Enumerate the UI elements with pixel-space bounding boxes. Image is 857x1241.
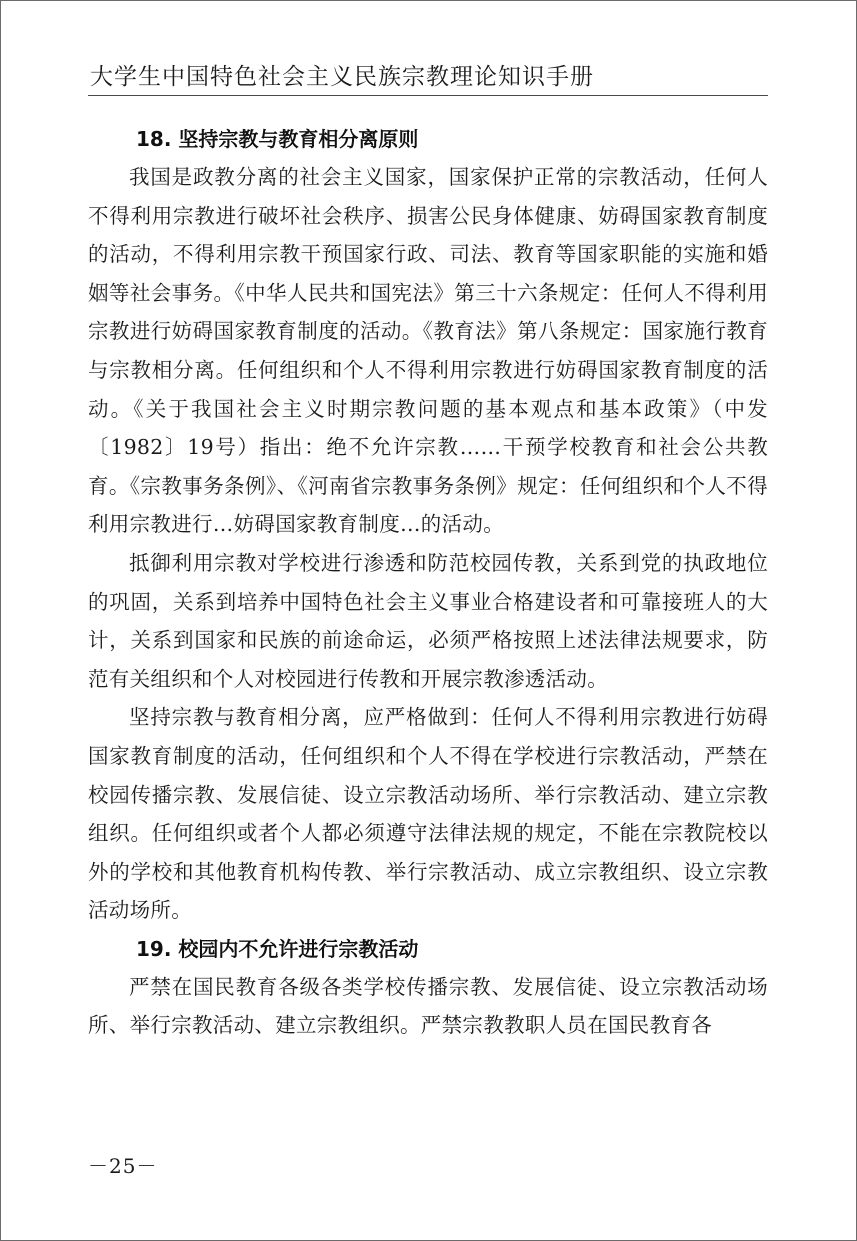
- paragraph-strict-requirements: 坚持宗教与教育相分离，应严格做到：任何人不得利用宗教进行妨碍国家教育制度的活动，任何组织和个人不得在学校进行宗教活动，严禁在校园传播宗教、发展信徒、设立宗教活动场所、举行宗教活动、建立宗教组织。任何组织或者个人都必须遵守法律法规的规定，不能在宗教院校以外的学校和其他教育机构传教、举行宗教活动、成立宗教组织、设立宗教活动场所。: [88, 705, 768, 923]
- running-header: 大学生中国特色社会主义民族宗教理论知识手册: [90, 64, 594, 90]
- section-heading-18: 18. 坚持宗教与教育相分离原则: [136, 127, 419, 151]
- paragraph-resist-infiltration: 抵御利用宗教对学校进行渗透和防范校园传教，关系到党的执政地位的巩固，关系到培养中国特色社会主义事业合格建设者和可靠接班人的大计，关系到国家和民族的前途命运，必须严格按照上述法律法规要求，防范有关组织和个人对校园进行传教和开展宗教渗透活动。: [88, 550, 768, 691]
- page-body: [88, 120, 768, 1045]
- paragraph-separation-principle: 我国是政教分离的社会主义国家，国家保护正常的宗教活动，任何人不得利用宗教进行破坏社会秩序、损害公民身体健康、妨碍国家教育制度的活动，不得利用宗教干预国家行政、司法、教育等国家职能的实施和婚姻等社会事务。《中华人民共和国宪法》第三十六条规定：任何人不得利用宗教进行妨碍国家教育制度的活动。《教育法》第八条规定：国家施行教育与宗教相分离。任何组织和个人不得利用宗教进行妨碍国家教育制度的活动。《关于我国社会主义时期宗教问题的基本观点和基本政策》（中发〔1982〕19号）指出：绝不允许宗教……干预学校教育和社会公共教育。《宗教事务条例》、《河南省宗教事务条例》规定：任何组织和个人不得利用宗教进行…妨碍国家教育制度…的活动。: [88, 165, 768, 537]
- header-rule: [88, 95, 768, 96]
- page-number: －25－: [88, 1154, 158, 1178]
- paragraph-campus-prohibition: 严禁在国民教育各级各类学校传播宗教、发展信徒、设立宗教活动场所、举行宗教活动、建立宗教组织。严禁宗教教职人员在国民教育各: [88, 974, 768, 1038]
- section-heading-19: 19. 校园内不允许进行宗教活动: [136, 936, 419, 961]
